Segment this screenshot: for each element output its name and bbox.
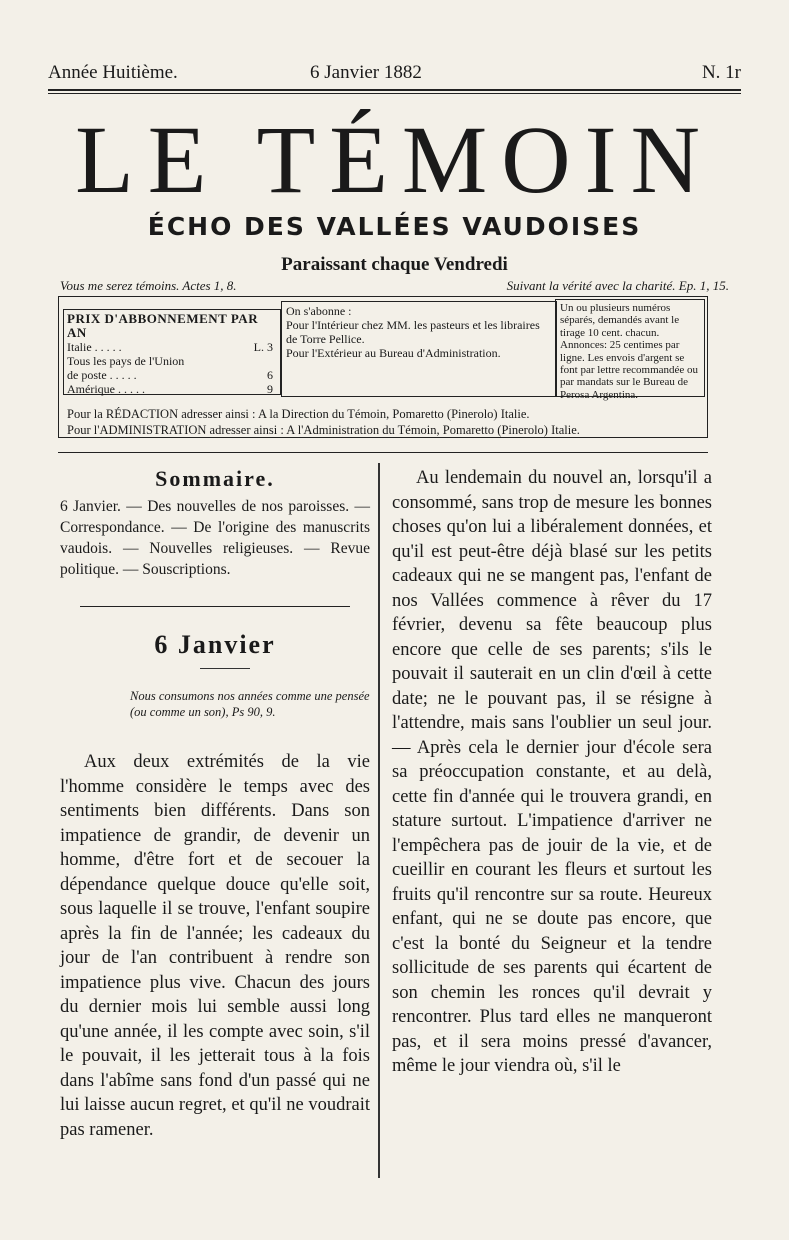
price-row	[67, 382, 277, 396]
price-label: Amérique . . . . .	[67, 382, 145, 396]
title-ornament	[200, 668, 250, 669]
price-row	[67, 340, 277, 354]
subscription-where	[281, 301, 557, 397]
prices-heading: PRIX D'ABBONNEMENT PAR AN	[67, 311, 259, 340]
issue-date: 6 Janvier 1882	[310, 62, 422, 83]
administration-address: Pour l'ADMINISTRATION adresser ainsi : A l'Administration du Témoin, Pomaretto (Pinerolo) Italie.	[67, 423, 580, 437]
publication-frequency: Paraissant chaque Vendredi	[281, 254, 508, 275]
column-rule	[378, 463, 380, 1178]
price-value: 9	[267, 382, 273, 396]
header-rule	[48, 89, 741, 91]
newspaper-title: LE TÉMOIN	[75, 106, 714, 213]
sommaire-rule	[80, 606, 350, 607]
article-title: 6 Janvier	[154, 630, 276, 659]
motto-line	[60, 278, 729, 296]
abonne-title: On s'abonne :	[286, 304, 352, 318]
section-rule	[58, 452, 708, 453]
article-body-left	[60, 750, 370, 1142]
year-label: Année Huitième.	[48, 62, 178, 83]
subscription-box	[58, 296, 708, 438]
price-row	[67, 354, 277, 368]
subscription-prices	[63, 309, 281, 395]
subscription-info: Un ou plusieurs numéros séparés, demandés avant le tirage 10 cent. chacun. Annonces: 25 centimes par ligne. Les envois d'argent se font par lettre recommandée ou par mandats sur le Bureau de Perosa Argentina.	[555, 299, 705, 397]
price-value: L. 3	[253, 340, 273, 354]
header-line	[48, 62, 741, 88]
redaction-address: Pour la RÉDACTION adresser ainsi : A la Direction du Témoin, Pomaretto (Pinerolo) Italie.	[67, 407, 530, 421]
price-row	[67, 368, 277, 382]
price-label: Tous les pays de l'Union	[67, 354, 185, 368]
paragraph: Aux deux extrémités de la vie l'homme considère le temps avec des sentiments bien différents. Dans son impatience de grandir, de devenir un homme, d'être fort et de secouer la dépendance quelque douce qu'elle soit, sous laquelle il se trouve, l'enfant soupire après la fin de l'année; les cadeaux du jour de l'an contribuent à rendre son impatience plus vive. Chacun des jours du dernier mois lui semble aussi long qu'une année, il les compte avec soin, s'il le pouvait, il les jetterait tous à la fois dans l'abîme sans fond d'un passé qui ne lui laisse aucun regret, et qu'il ne voudrait pas ramener.	[60, 752, 370, 1140]
abonne-exterieur: Pour l'Extérieur au Bureau d'Administration.	[286, 346, 501, 360]
motto-left: Vous me serez témoins. Actes 1, 8.	[60, 278, 237, 293]
sommaire-text: 6 Janvier. — Des nouvelles de nos paroisses. — Correspondance. — De l'origine des manuscrits vaudois. — Nouvelles religieuses. — Revue politique. — Souscriptions.	[60, 498, 370, 578]
article-body-right	[392, 466, 712, 1079]
abonne-interieur: Pour l'Intérieur chez MM. les pasteurs et les libraires de Torre Pellice.	[286, 318, 540, 346]
article-epigraph: Nous consumons nos années comme une pensée (ou comme un son), Ps 90, 9.	[130, 689, 370, 719]
price-label: de poste . . . . .	[67, 368, 137, 382]
price-value: 6	[267, 368, 273, 382]
sommaire-heading: Sommaire.	[155, 466, 275, 491]
header-rule-thin	[48, 93, 741, 94]
newspaper-subtitle: ÉCHO DES VALLÉES VAUDOISES	[147, 212, 642, 241]
price-label: Italie . . . . .	[67, 340, 122, 354]
paragraph: Au lendemain du nouvel an, lorsqu'il a consommé, sans trop de mesure les bonnes choses qu'on lui a libéralement données, et qu'il est peut-être déjà blasé sur les petits cadeaux qui ne se mangent pas, l'enfant de nos Vallées commence à rêver du 17 février, devenu sa fête beaucoup plus encore que celle de ses parents; s'ils le pouvait il sauterait en un clin d'œil à cette date; ne le pouvant pas, il se résigne à l'attendre, mais sans l'oublier un seul jour. — Après cela le dernier jour d'école sera sa préoccupation constante, et au delà, cette fin d'année qui le trouvera grandi, en stature surtout. L'impatience d'arriver ne l'empêchera pas de jouir de la vie, et de cueillir en courant les fleurs et surtout les fruits qu'il rencontre sur sa route. Heureux enfant, qui ne se doute pas encore, que c'est la bonté du Seigneur et la tendre sollicitude de ses parents qui écartent de son chemin les ronces qu'il devrait y rencontrer. Plus tard elles ne manqueront pas, et il sera moins pressé d'avancer, même le jour viendra où, s'il le	[392, 468, 712, 1076]
motto-right: Suivant la vérité avec la charité. Ep. 1, 15.	[506, 278, 729, 293]
issue-number: N. 1r	[701, 62, 741, 83]
